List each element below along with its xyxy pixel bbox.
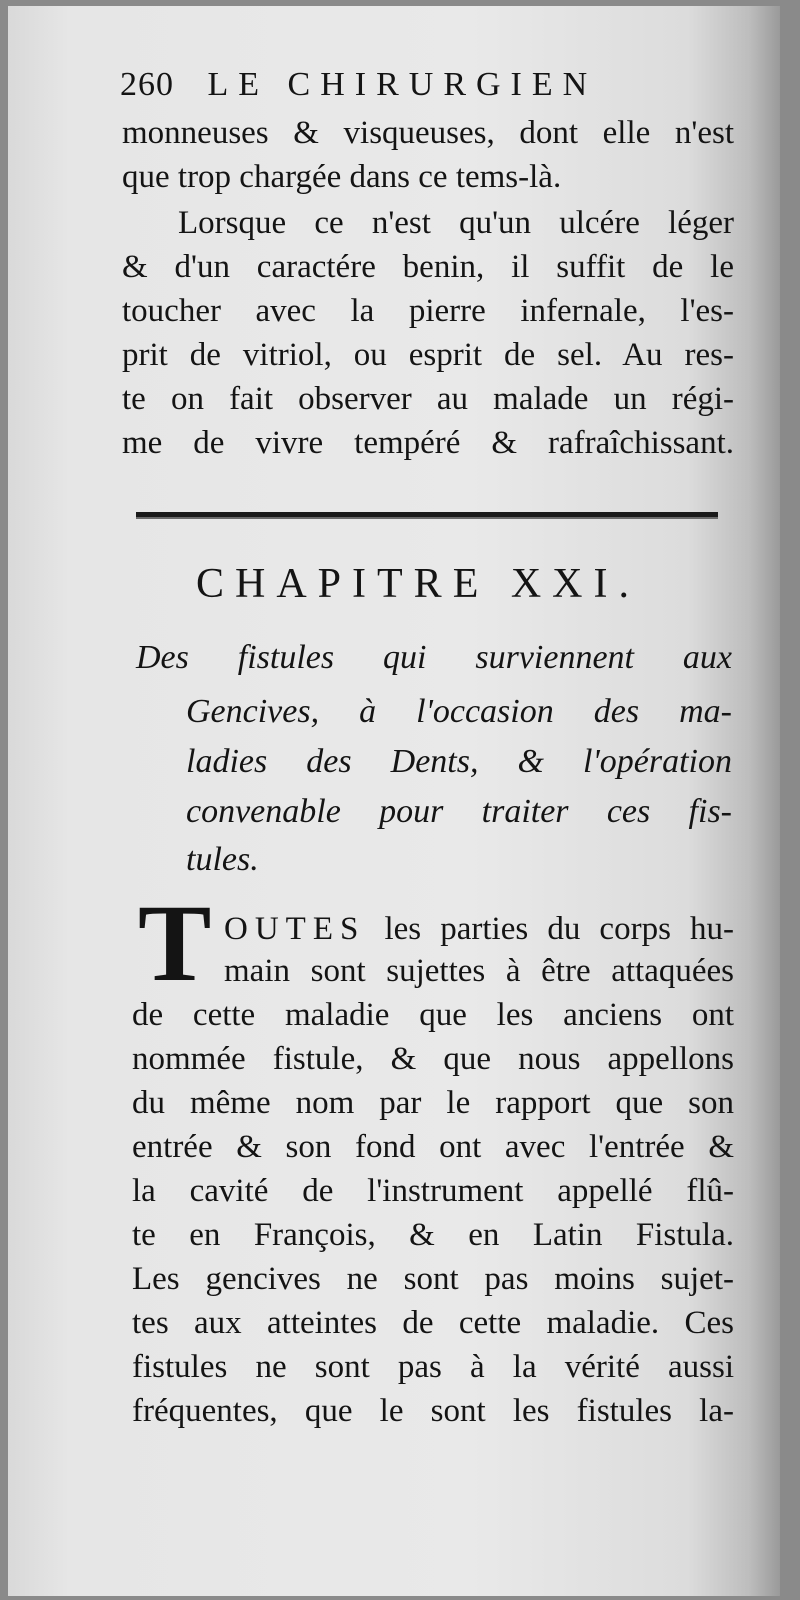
text-line: Lorsque ce n'est qu'un ulcére léger	[178, 205, 734, 241]
lead-smallcaps: OUTES	[224, 911, 366, 947]
text-line: que trop chargée dans ce tems-là.	[122, 159, 562, 195]
page-number: 260	[120, 66, 174, 103]
text-line: fréquentes, que le sont les fistules la-	[132, 1393, 734, 1429]
lead-line	[224, 908, 734, 950]
text-line: Les gencives ne sont pas moins sujet-	[132, 1261, 734, 1297]
text-line: la cavité de l'instrument appellé flû-	[132, 1173, 734, 1209]
drop-cap: T	[138, 882, 212, 1004]
text-line: me de vivre tempéré & rafraîchissant.	[122, 425, 734, 461]
lead-rest: les parties du corps hu-	[384, 911, 735, 947]
section-divider	[136, 512, 718, 517]
chapter-title-line: Gencives, à l'occasion des ma-	[186, 693, 732, 730]
chapter-title-line: Des fistules qui surviennent aux	[136, 639, 732, 676]
text-line: te on fait observer au malade un régi-	[122, 381, 734, 417]
text-line: & d'un caractére benin, il suffit de le	[122, 249, 734, 285]
text-line: te en François, & en Latin Fistula.	[132, 1217, 734, 1253]
chapter-title-line: ladies des Dents, & l'opération	[186, 743, 732, 780]
text-line: du même nom par le rapport que son	[132, 1085, 734, 1121]
text-line: monneuses & visqueuses, dont elle n'est	[122, 115, 734, 151]
text-line: prit de vitriol, ou esprit de sel. Au res-	[122, 337, 734, 373]
text-line: toucher avec la pierre infernale, l'es-	[122, 293, 734, 329]
chapter-title-line: tules.	[186, 841, 259, 878]
chapter-heading: CHAPITRE XXI.	[196, 561, 640, 607]
text-line: fistules ne sont pas à la vérité aussi	[132, 1349, 734, 1385]
text-line: tes aux atteintes de cette maladie. Ces	[132, 1305, 734, 1341]
chapter-title-line: convenable pour traiter ces fis-	[186, 793, 732, 830]
text-line: entrée & son fond ont avec l'entrée &	[132, 1129, 734, 1165]
book-page	[8, 6, 780, 1596]
running-title: LE CHIRURGIEN	[207, 66, 598, 103]
text-line: nommée fistule, & que nous appellons	[132, 1041, 734, 1077]
text-line: de cette maladie que les anciens ont	[132, 997, 734, 1033]
running-header	[120, 66, 720, 104]
text-line: main sont sujettes à être attaquées	[224, 953, 734, 989]
